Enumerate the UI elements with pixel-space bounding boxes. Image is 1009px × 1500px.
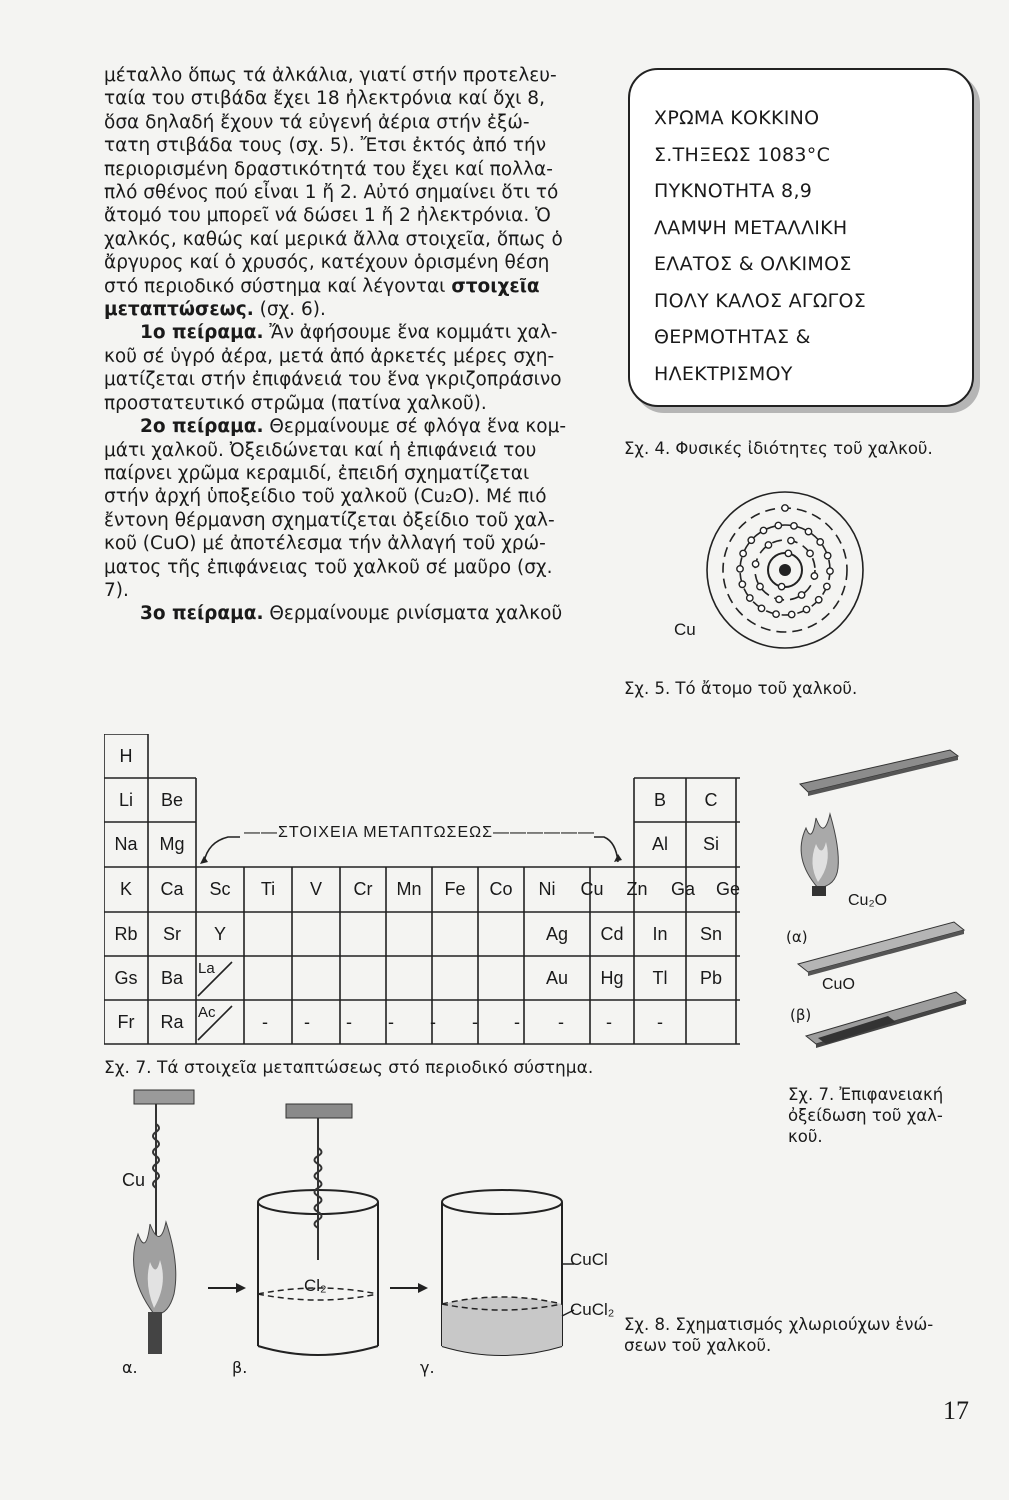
fig6-caption: Σχ. 7. Τά στοιχεῖα μεταπτώσεως στό περιοδικό σύστημα. [104,1058,594,1078]
chloride-formation-illustration [104,1084,624,1384]
element-cell: - [346,1011,352,1032]
main-paragraph [104,64,604,626]
element-cell: Na [114,833,138,854]
text-line: περιορισμένη δραστικότητά του ἔχει καί πολλα- [104,158,553,180]
fig8-caption [624,1314,933,1356]
cu2o-label: Cu₂O [848,892,888,909]
text-line: προστατευτικό στρῶμα (πατίνα χαλκοῦ). [104,392,487,414]
element-cell: Au [545,967,569,988]
element-cell: - [430,1011,436,1032]
electron [824,552,830,558]
text-line [104,602,604,625]
label-a: (α) [786,928,808,946]
text-fragment: Θερμαίνουμε ρινίσματα χαλκοῦ [263,603,563,625]
electron [788,537,794,543]
element-cell: Fr [117,1011,135,1032]
element-cell: Hg [600,967,624,988]
electron [747,595,753,601]
electron [807,550,813,556]
property-line: ΛΑΜΨΗ ΜΕΤΑΛΛΙΚΗ [654,216,848,239]
element-cell: Ga [670,878,695,899]
copper-properties-box [628,68,974,407]
electron [816,597,822,603]
element-cell: C [704,789,718,810]
electron [737,566,743,572]
electron [778,583,784,589]
element-cell: - [262,1011,268,1032]
caption-line: κοῦ. [788,1127,823,1146]
electrons [737,505,833,618]
element-cell: - [472,1011,478,1032]
text-line: ταία του στιβάδα ἔχει 18 ἠλεκτρόνια καί ὄχι 8, [104,88,545,110]
text-line: ἄργυρος καί ὁ χρυσός, κατέχουν ὁρισμένη θέση [104,252,550,274]
caption-line: Σχ. 8. Σχηματισμός χλωριούχων ἑνώ- [624,1315,934,1334]
element-cell: - [388,1011,394,1032]
text-fragment: στό περιοδικό σύστημα καί λέγονται [104,275,446,297]
caption-line: σεων τοῦ χαλκοῦ. [624,1336,772,1355]
property-line: ΧΡΩΜΑ ΚΟΚΚΙΝΟ [654,107,820,129]
element-cell: Si [702,833,719,854]
element-cell: Al [651,833,668,854]
property-line: Σ.ΤΗΞΕΩΣ 1083°C [654,143,831,166]
element-cell: Tl [652,967,668,988]
bold-term: μεταπτώσεως. [104,299,254,321]
text-fragment: Ἄν ἀφήσουμε ἕνα κομμάτι χαλ- [263,322,558,344]
element-cell: La [198,960,215,977]
element-cell: Be [160,789,184,810]
text-line: παίρνει χρῶμα κεραμιδί, ἐπειδή σχηματίζεται [104,462,530,484]
text-line: 7). [104,579,129,601]
electron [760,527,766,533]
fig4-caption: Σχ. 4. Φυσικές ἰδιότητες τοῦ χαλκοῦ. [624,439,933,458]
fig5-caption: Σχ. 5. Τό ἄτομο τοῦ χαλκοῦ. [624,679,858,698]
cucl-label: CuCl [570,1250,608,1269]
element-cell: Ni [538,878,556,899]
text-line: κοῦ (CuO) μέ ἀποτέλεσμα τήν ἀλλαγή τοῦ χρώ- [104,533,546,555]
electron [773,611,779,617]
text-line: ματος τῆς ἐπιφάνειας τοῦ χαλκοῦ σέ μαῦρο (σχ. [104,556,553,578]
text-line: ἄτομό του μπορεῖ νά δώσει 1 ἤ 2 ἠλεκτρόνια. Ὁ [104,205,551,227]
cl2-label: Cl₂ [304,1276,327,1295]
atom-label: Cu [674,620,696,639]
fig7-caption [788,1084,943,1147]
text-line [104,298,604,321]
electron [776,596,782,602]
banner-dash: —— [244,824,278,841]
element-cell: Mn [396,878,422,899]
element-cell: Ge [715,878,740,899]
electron [805,528,811,534]
copper-atom-diagram [700,470,870,670]
text-line: τατη στιβάδα τους (σχ. 5). Ἔτσι ἐκτός ἀπό τήν [104,135,547,157]
step-c-label: γ. [420,1358,435,1377]
text-line: μάτι χαλκοῦ. Ὀξειδώνεται καί ἡ ἐπιφάνειά του [104,439,537,461]
electron [817,539,823,545]
transition-elements-banner [244,824,595,842]
banner-dash: —————— [492,824,595,841]
element-cell: K [119,878,132,899]
text-line: ὅσα δηλαδή ἔχουν τά εὐγενή ἀέρια στήν ἐξώ- [104,111,530,133]
element-cell: V [309,878,322,899]
element-cell: - [514,1011,520,1032]
step-a-label: α. [122,1358,138,1377]
text-fragment: (σχ. 6). [253,299,326,321]
electron [785,550,791,556]
text-fragment: Θερμαίνουμε σέ φλόγα ἕνα κομ- [263,416,567,438]
element-cell: Ac [198,1004,216,1021]
nucleus [779,564,791,576]
electron [740,550,746,556]
element-cell: Mg [159,833,185,854]
element-cell: Sn [699,923,723,944]
text-line: πλό σθένος πού εἶναι 1 ἤ 2. Αὐτό σημαίνει ὅτι τό [104,182,559,204]
properties-list [654,100,866,392]
caption-line: ὀξείδωση τοῦ χαλ- [788,1106,943,1125]
element-cell: Sc [209,878,231,899]
element-cell: - [558,1011,564,1032]
element-cell: - [657,1011,663,1032]
element-cell: Cu [580,878,604,899]
element-cell: In [652,923,668,944]
element-cell: Y [213,923,226,944]
property-line: ΕΛΑΤΟΣ & ΟΛΚΙΜΟΣ [654,253,852,275]
electron [811,573,817,579]
element-cell: - [606,1011,612,1032]
experiment-3-heading: 3ο πείραμα. [140,603,264,625]
electron [739,581,745,587]
electron [752,561,758,567]
element-cell: Gs [114,967,138,988]
step-b-label: β. [232,1358,248,1377]
element-cell: Pb [699,967,723,988]
text-line [104,321,604,344]
element-cell: Co [489,878,513,899]
electron [824,583,830,589]
element-cell: Ti [260,878,276,899]
element-cell: B [653,789,666,810]
property-line: ΠΥΚΝΟΤΗΤΑ 8,9 [654,180,813,202]
label-b: (β) [790,1006,812,1024]
text-line [104,275,604,298]
experiment-1-heading: 1ο πείραμα. [140,322,264,344]
text-line: μέταλλο ὅπως τά ἀλκάλια, γιατί στήν προτελευ- [104,65,557,86]
electron [782,505,788,511]
text-line: ματίζεται στήν ἐπιφάνειά του ἕνα γκριζοπράσινο [104,369,562,391]
cuo-label: CuO [822,976,855,993]
cucl2-label: CuCl₂ [570,1300,615,1319]
element-cell: Li [118,789,133,810]
electron [827,568,833,574]
electron [798,592,804,598]
text-line: στήν ἀρχή ὑποξείδιο τοῦ χαλκοῦ (Cu₂O). Μέ πιό [104,486,547,508]
text-line: κοῦ σέ ὑγρό ἀέρα, μετά ἀπό ἀρκετές μέρες σχη- [104,345,555,367]
page-number: 17 [943,1396,969,1425]
element-cell: Cr [353,878,373,899]
element-cell: Fe [444,878,466,899]
element-cell: Sr [163,923,181,944]
electron [791,523,797,529]
banner-text: ΣΤΟΙΧΕΙΑ ΜΕΤΑΠΤΩΣΕΩΣ [278,824,493,841]
property-line: ΘΕΡΜΟΤΗΤΑΣ & [654,326,811,348]
electron [758,605,764,611]
bold-term: στοιχεῖα [451,275,540,297]
element-cell: - [304,1011,310,1032]
text-line [104,415,604,438]
element-cell: Ra [160,1011,184,1032]
property-line: ΗΛΕΚΤΡΙΣΜΟΥ [654,362,793,385]
electron [803,606,809,612]
text-line: χαλκός, καθώς καί μερικά ἄλλα στοιχεῖα, ὅπως ὁ [104,228,563,250]
element-cell: Rb [114,923,138,944]
electron [788,611,794,617]
experiment-2-heading: 2ο πείραμα. [140,416,264,438]
element-cell: Ba [160,967,184,988]
electron [757,583,763,589]
element-cell: Ag [545,923,569,944]
electron [775,522,781,528]
electron [748,537,754,543]
cu-wire-label: Cu [122,1170,146,1190]
element-cell: Cd [600,923,624,944]
element-cell: H [119,745,133,766]
property-line: ΠΟΛΥ ΚΑΛΟΣ ΑΓΩΓΟΣ [654,289,867,312]
text-line: ἔντονη θέρμανση σχηματίζεται ὀξείδιο τοῦ χαλ- [104,509,555,531]
element-cell: Zn [626,878,648,899]
electron [765,542,771,548]
element-cell: Ca [160,878,184,899]
caption-line: Σχ. 7. Ἐπιφανειακή [788,1085,944,1104]
